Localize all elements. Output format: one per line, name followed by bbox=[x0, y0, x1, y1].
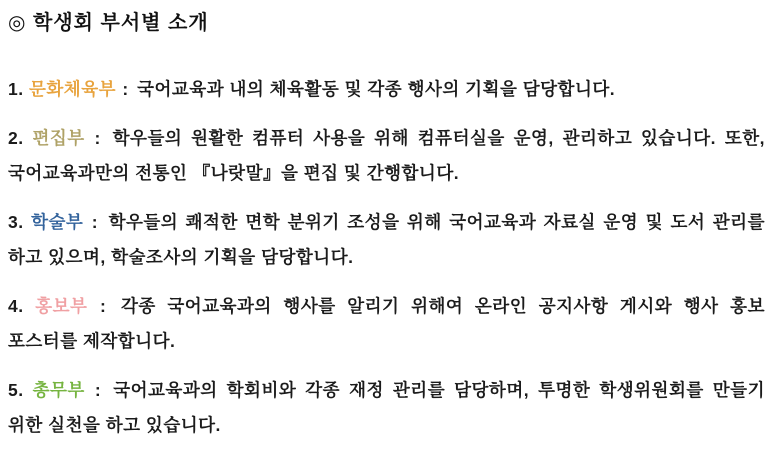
item-number: 4. bbox=[8, 296, 24, 316]
item-number: 5. bbox=[8, 380, 24, 400]
department-description: 학우들의 쾌적한 면학 분위기 조성을 위해 국어교육과 자료실 운영 및 도서 관리를 하고 있으며, 학술조사의 기획을 담당합니다. bbox=[8, 212, 765, 267]
department-name: 학술부 bbox=[31, 212, 84, 232]
department-name: 편집부 bbox=[32, 128, 85, 148]
department-item-4 bbox=[8, 289, 765, 359]
separator-colon: : bbox=[100, 296, 107, 316]
item-number: 1. bbox=[8, 79, 24, 99]
separator-colon: : bbox=[91, 212, 99, 232]
separator-colon: : bbox=[122, 79, 129, 99]
page-title: ◎ 학생회 부서별 소개 bbox=[8, 12, 209, 34]
department-description: 각종 국어교육과의 행사를 알리기 위해여 온라인 공지사항 게시와 행사 홍보 포스터를 제작합니다. bbox=[8, 296, 765, 351]
department-item-5 bbox=[8, 373, 765, 443]
item-number: 2. bbox=[8, 128, 24, 148]
separator-colon: : bbox=[94, 380, 102, 400]
department-item-2 bbox=[8, 121, 765, 191]
department-description: 국어교육과 내의 체육활동 및 각종 행사의 기획을 담당합니다. bbox=[137, 79, 616, 99]
department-item-1 bbox=[8, 72, 765, 107]
department-description: 국어교육과의 학회비와 각종 재정 관리를 담당하며, 투명한 학생위원회를 만들기 위한 실천을 하고 있습니다. bbox=[8, 380, 765, 435]
department-name: 총무부 bbox=[32, 380, 85, 400]
item-number: 3. bbox=[8, 212, 24, 232]
separator-colon: : bbox=[94, 128, 101, 148]
department-description: 학우들의 원활한 컴퓨터 사용을 위해 컴퓨터실을 운영, 관리하고 있습니다. 또한, 국어교육과만의 전통인 『나랏말』을 편집 및 간행합니다. bbox=[8, 128, 765, 183]
department-name: 문화체육부 bbox=[28, 79, 117, 99]
department-item-3 bbox=[8, 205, 765, 275]
department-name: 홍보부 bbox=[35, 296, 88, 316]
